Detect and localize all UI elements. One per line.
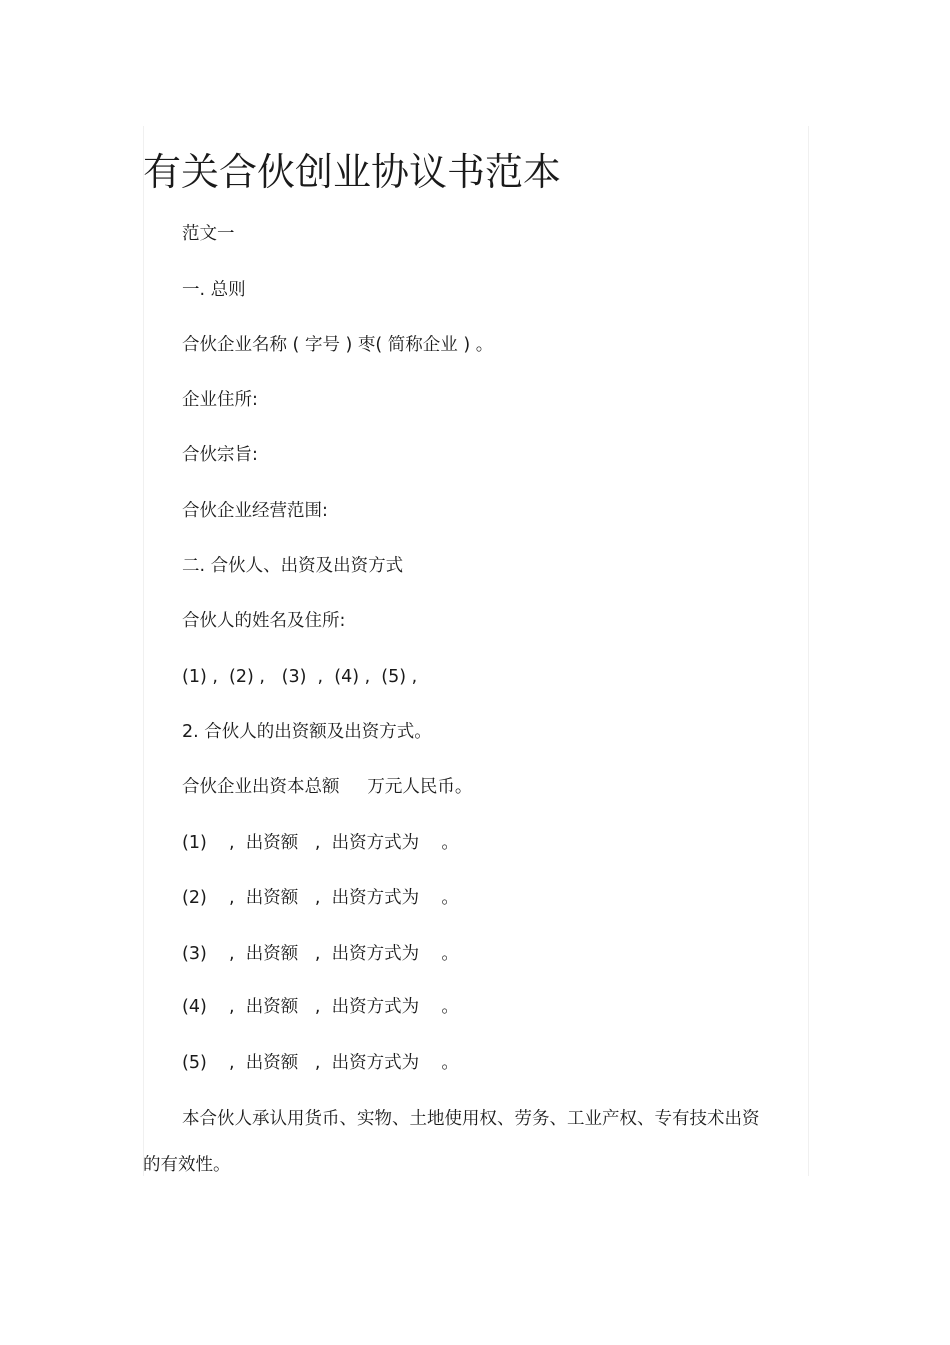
paragraph-line: 合伙企业出资本总额 万元人民币。 <box>182 777 473 797</box>
paragraph-line: 合伙企业经营范围: <box>182 501 328 521</box>
paragraph-line-continued: 的有效性。 <box>143 1155 231 1175</box>
section-label: 范文一 <box>182 224 235 244</box>
document-title: 有关合伙创业协议书范本 <box>143 150 562 194</box>
paragraph-line: (1) , (2) , (3) , (4) , (5) , <box>182 667 418 687</box>
paragraph-line: (5) , 出资额 , 出资方式为 。 <box>182 1053 459 1073</box>
section-heading: 一. 总则 <box>182 280 246 300</box>
paragraph-line: (3) , 出资额 , 出资方式为 。 <box>182 944 459 964</box>
paragraph-line: (2) , 出资额 , 出资方式为 。 <box>182 888 459 908</box>
paragraph-line: 合伙人的姓名及住所: <box>182 611 346 631</box>
paragraph-line: (4) , 出资额 , 出资方式为 。 <box>182 997 459 1017</box>
paragraph-line: 2. 合伙人的出资额及出资方式。 <box>182 722 432 742</box>
paragraph-line: 本合伙人承认用货币、实物、土地使用权、劳务、工业产权、专有技术出资 <box>182 1109 760 1129</box>
paragraph-line: (1) , 出资额 , 出资方式为 。 <box>182 833 459 853</box>
paragraph-line: 合伙企业名称 ( 字号 ) 枣( 简称企业 ) 。 <box>182 335 494 355</box>
paragraph-line: 企业住所: <box>182 390 258 410</box>
section-heading: 二. 合伙人、出资及出资方式 <box>182 556 404 576</box>
paragraph-line: 合伙宗旨: <box>182 445 258 465</box>
